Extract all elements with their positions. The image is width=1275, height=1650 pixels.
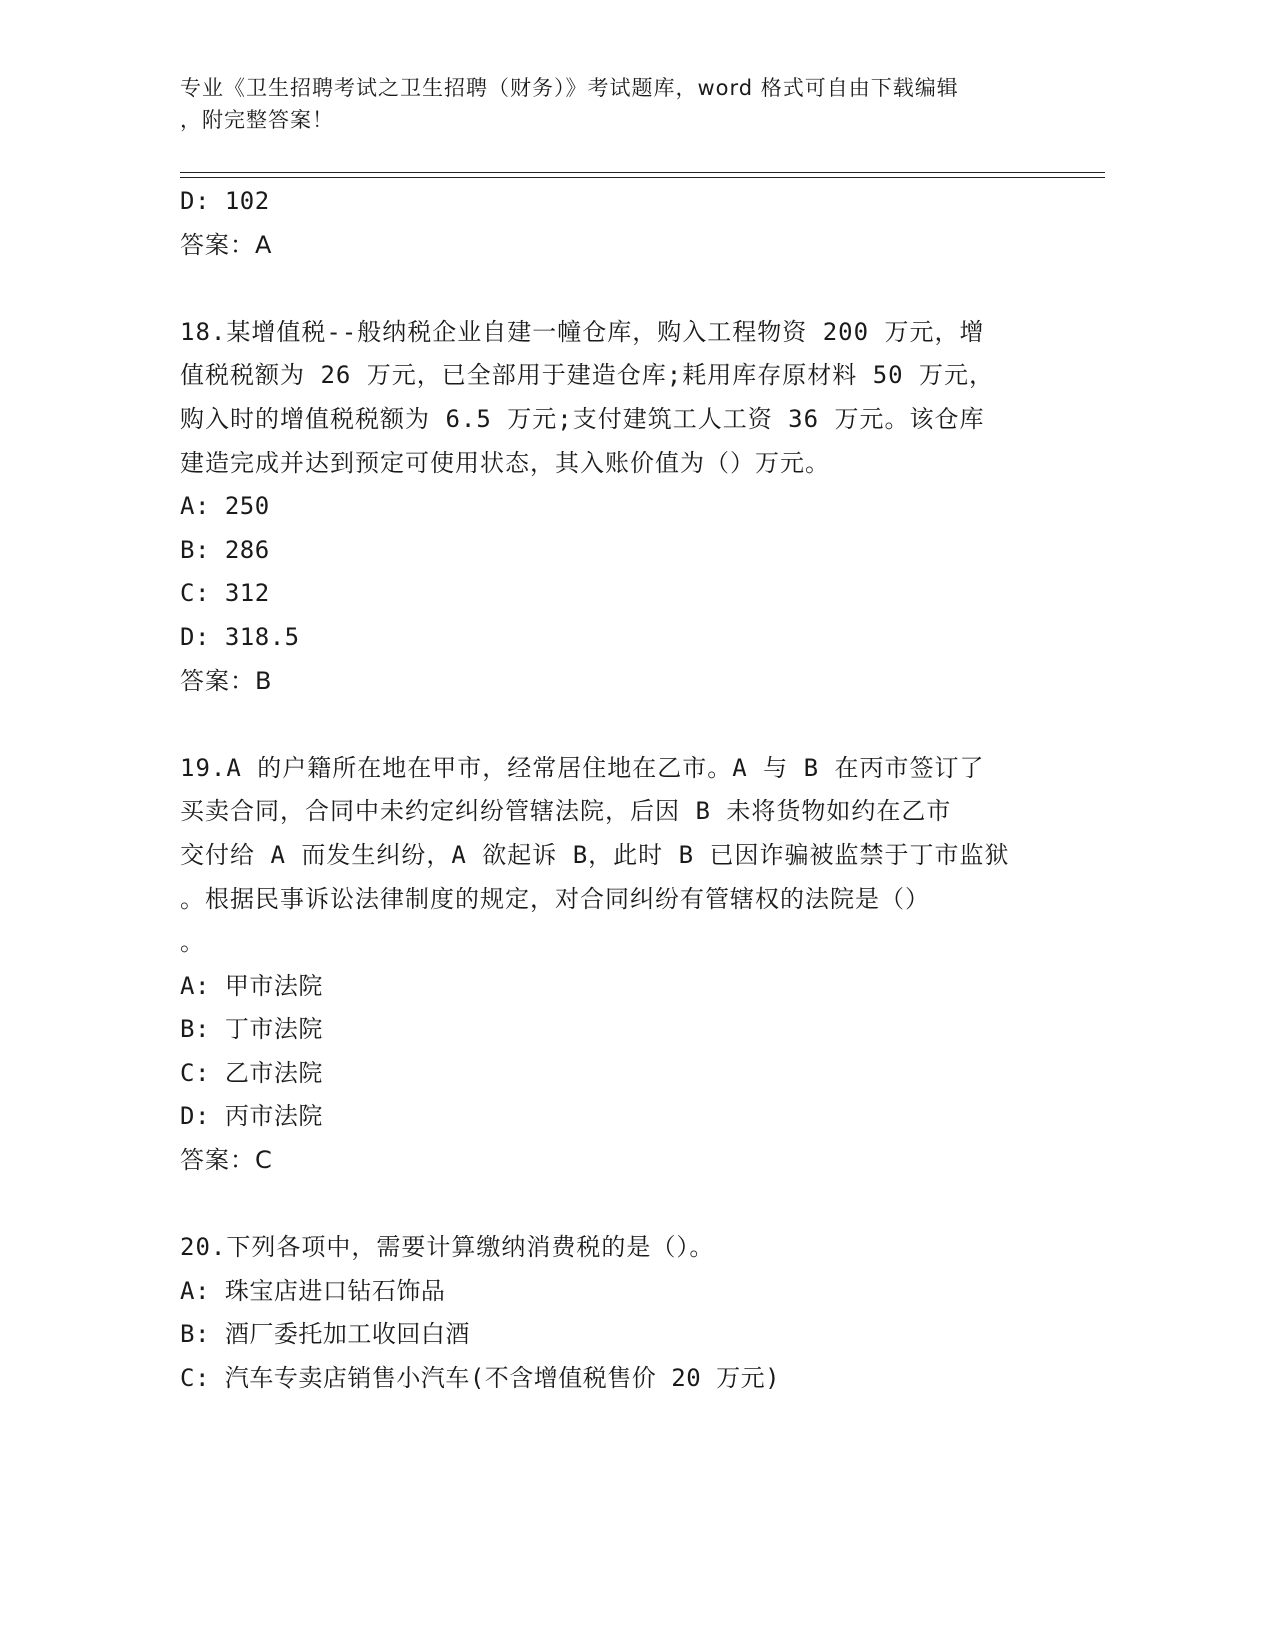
stem-line: 购入时的增值税税额为 6.5 万元;支付建筑工人工资 36 万元。该仓库 <box>180 404 985 433</box>
stem-line: 19.A 的户籍所在地在甲市，经常居住地在乙市。A 与 B 在丙市签订了 <box>180 753 985 782</box>
stem-line: 。 <box>180 928 205 957</box>
option-d: D: 102 <box>180 187 270 215</box>
answer: 答案：A <box>180 230 273 259</box>
question-stem <box>180 1226 1060 1270</box>
header-line-2: ，附完整答案！ <box>180 108 334 132</box>
answer: 答案：C <box>180 1146 273 1175</box>
header-divider-top <box>180 172 1105 173</box>
option-a: A: 珠宝店进口钻石饰品 <box>180 1276 446 1305</box>
stem-line: 值税税额为 26 万元，已全部用于建造仓库;耗用库存原材料 50 万元， <box>180 361 995 390</box>
option-c: C: 乙市法院 <box>180 1058 323 1087</box>
document-header <box>180 72 1040 136</box>
stem-line: 20.下列各项中，需要计算缴纳消费税的是（）。 <box>180 1233 715 1262</box>
option-d: D: 丙市法院 <box>180 1102 323 1131</box>
option-c: C: 汽车专卖店销售小汽车(不含增值税售价 20 万元) <box>180 1364 781 1393</box>
document-body <box>180 180 1060 1401</box>
stem-line: 建造完成并达到预定可使用状态，其入账价值为（）万元。 <box>180 448 830 477</box>
spacer <box>180 703 1060 747</box>
header-line-1: 专业《卫生招聘考试之卫生招聘（财务）》考试题库，word 格式可自由下载编辑 <box>180 76 959 100</box>
option-c: C: 312 <box>180 579 270 608</box>
stem-line: 交付给 A 而发生纠纷，A 欲起诉 B，此时 B 已因诈骗被监禁于丁市监狱 <box>180 840 1010 869</box>
option-a: A: 甲市法院 <box>180 971 323 1000</box>
answer: 答案：B <box>180 666 273 695</box>
option-a: A: 250 <box>180 492 270 521</box>
stem-line: 买卖合同，合同中未约定纠纷管辖法院，后因 B 未将货物如约在乙市 <box>180 797 952 826</box>
prev-question <box>180 180 1060 267</box>
option-b: B: 酒厂委托加工收回白酒 <box>180 1320 470 1349</box>
option-b: B: 丁市法院 <box>180 1015 323 1044</box>
header-divider-bottom <box>180 177 1105 178</box>
stem-line: 18.某增值税--般纳税企业自建一幢仓库，购入工程物资 200 万元，增 <box>180 317 985 346</box>
question-stem <box>180 747 1060 965</box>
question-20 <box>180 1226 1060 1400</box>
question-stem <box>180 311 1060 485</box>
stem-line: 。根据民事诉讼法律制度的规定，对合同纠纷有管辖权的法院是（） <box>180 884 930 913</box>
question-19 <box>180 747 1060 1183</box>
spacer <box>180 267 1060 311</box>
option-d: D: 318.5 <box>180 622 300 651</box>
question-18 <box>180 311 1060 703</box>
spacer <box>180 1183 1060 1227</box>
option-b: B: 286 <box>180 535 270 564</box>
